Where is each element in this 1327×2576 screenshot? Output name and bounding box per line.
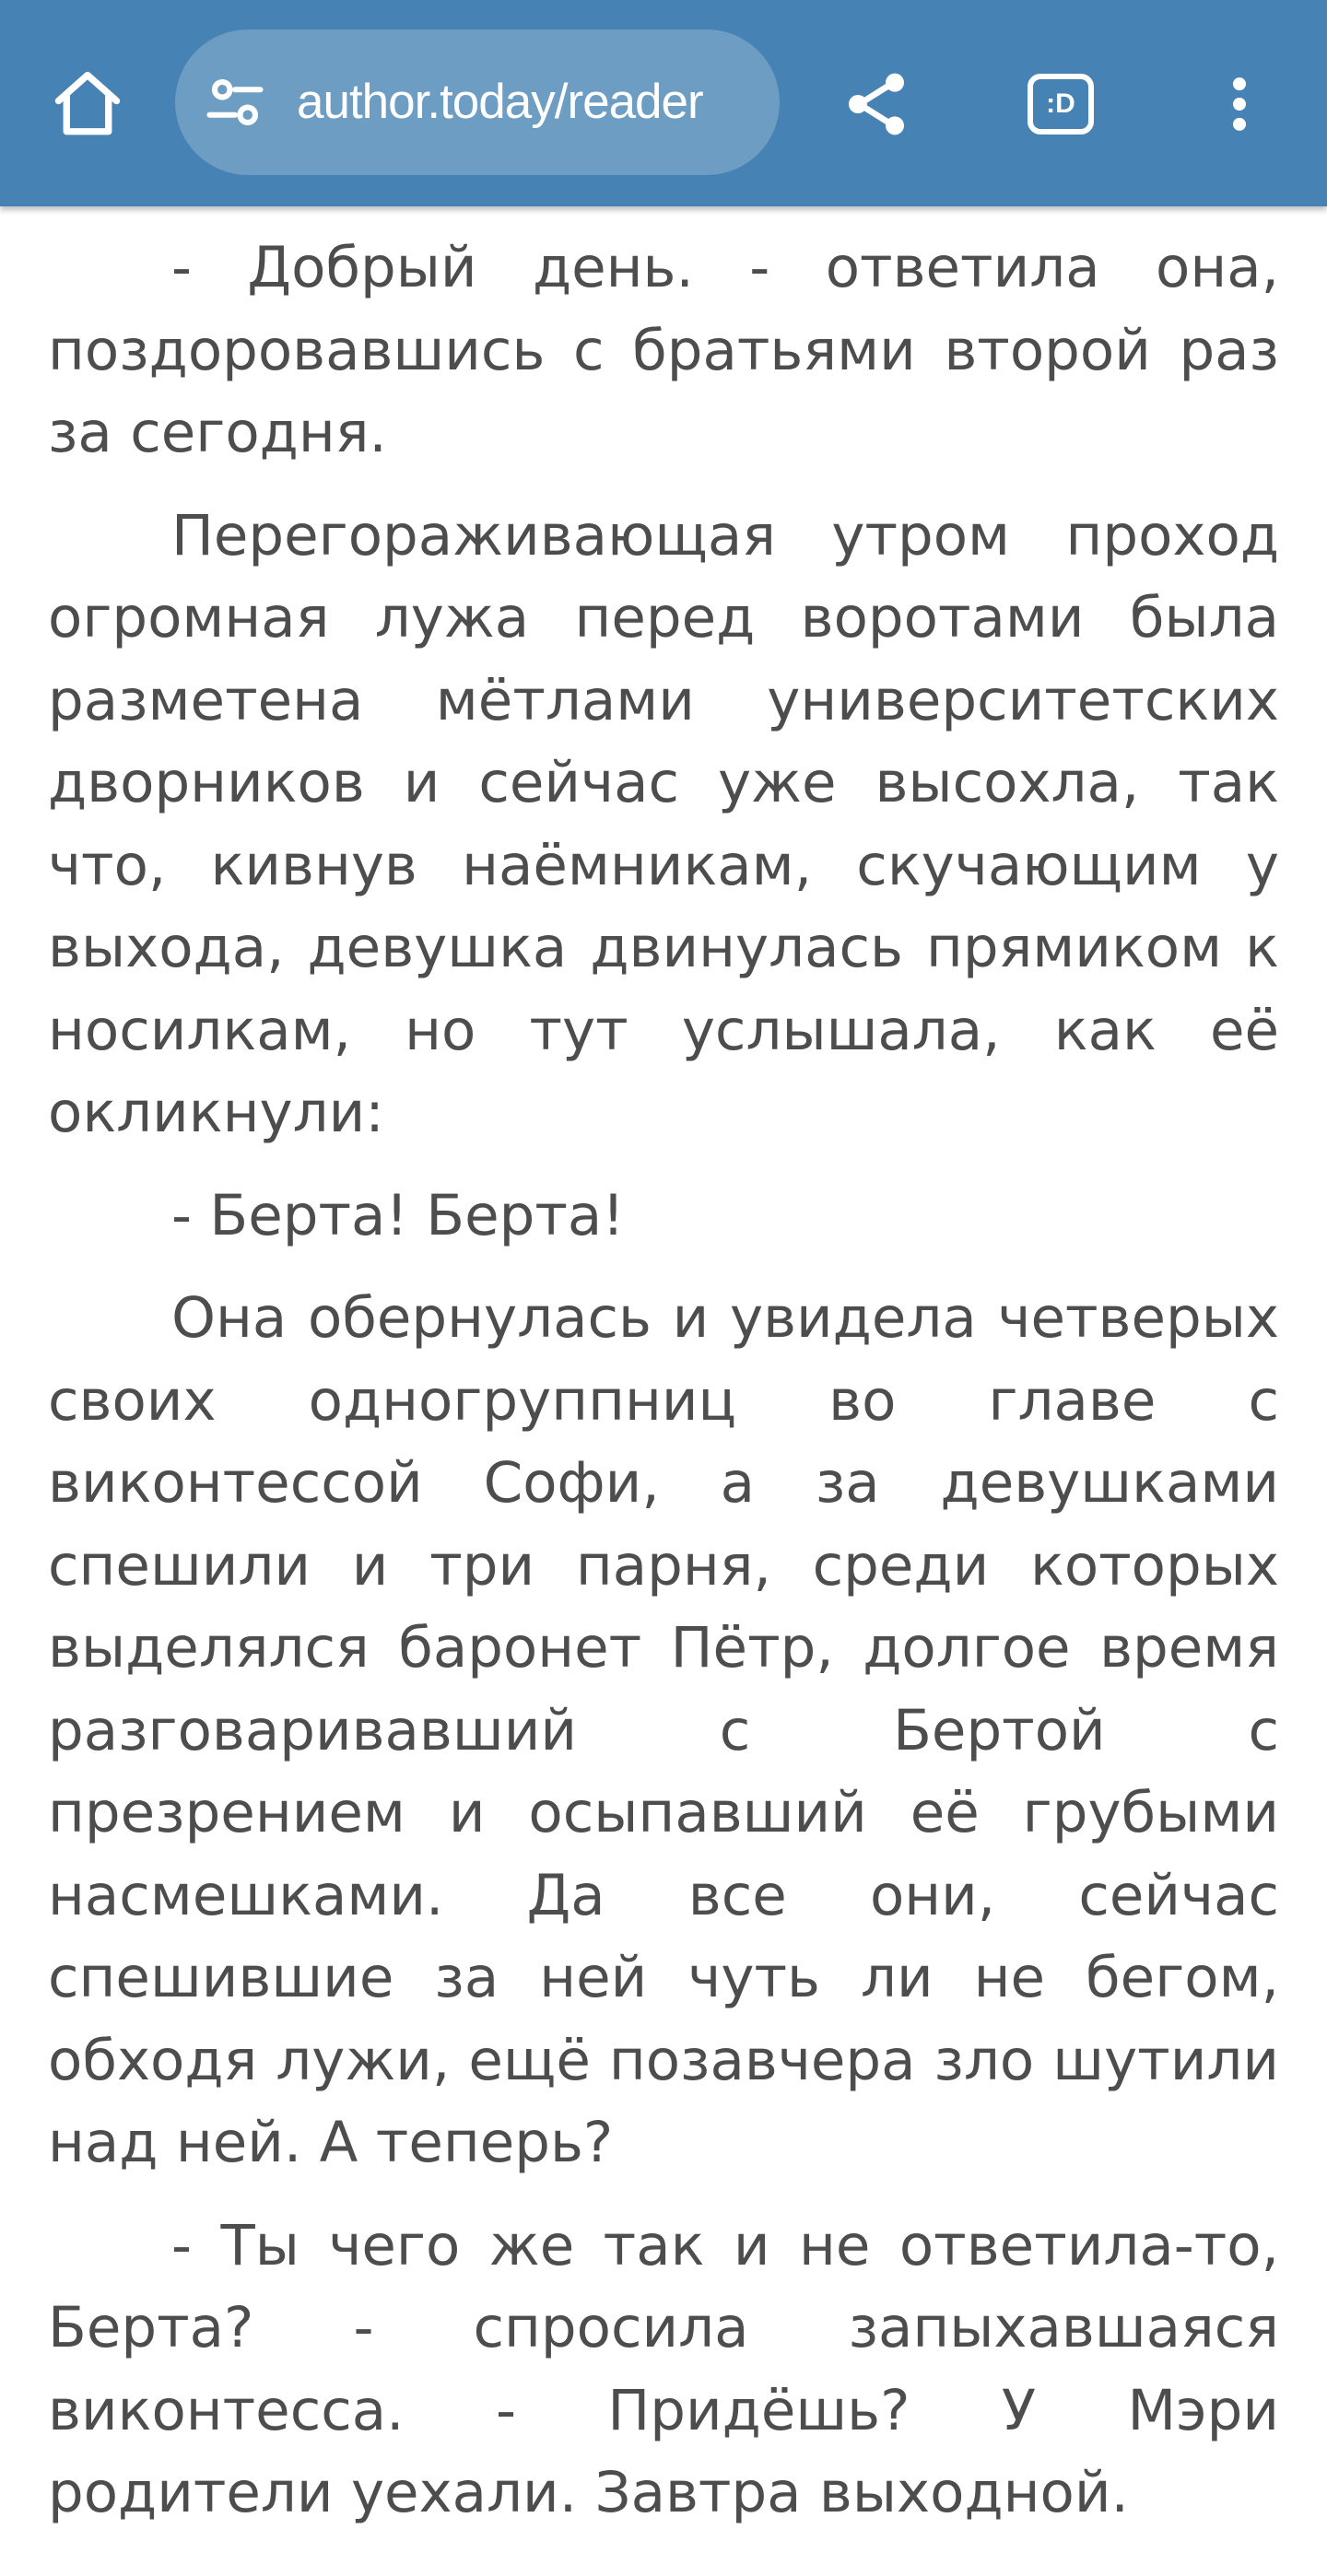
share-button[interactable] xyxy=(816,44,936,164)
browser-toolbar xyxy=(0,0,1327,206)
share-icon xyxy=(840,67,913,141)
extension-icon: :D xyxy=(1028,74,1094,135)
paragraph: Она обернулась и увидела четверых своих одногруппниц во главе с виконтессой Софи, а за девушками спешили и три парня, среди которых выделялся баронет Пётр, долгое время разговаривавший с Бертой с презрением и осыпавший её грубыми насмешками. Да все они, сейчас спешившие за ней чуть ли не бегом, обходя лужи, ещё позавчера зло шутили над ней. А теперь? xyxy=(48,1285,1279,2175)
more-vert-icon xyxy=(1207,67,1272,141)
home-icon xyxy=(49,65,126,143)
paragraph: - Добрый день. - ответила она, поздоровавшись с братьями второй раз за сегодня. xyxy=(48,235,1279,465)
home-button[interactable] xyxy=(28,44,147,164)
reader-text xyxy=(48,227,1279,2555)
paragraph: Перегораживающая утром проход огромная лужа перед воротами была разметена мётлами университетских дворников и сейчас уже высохла, так что, кивнув наёмникам, скучающим у выхода, девушка двинулась прямиком к носилкам, но тут услышала, как её окликнули: xyxy=(48,502,1279,1145)
paragraph: - Ты чего же так и не ответила-то, Берта? - спросила запыхавшаяся виконтесса. - Придёшь? У Мэри родители уехали. Завтра выходной. xyxy=(48,2212,1279,2525)
tune-icon[interactable] xyxy=(205,72,265,133)
url-text[interactable]: author.today/reader xyxy=(297,75,703,129)
extension-button[interactable] xyxy=(1001,44,1121,164)
paragraph: - Берта! Берта! xyxy=(171,1182,625,1248)
menu-button[interactable] xyxy=(1180,44,1299,164)
address-bar[interactable] xyxy=(175,29,780,175)
